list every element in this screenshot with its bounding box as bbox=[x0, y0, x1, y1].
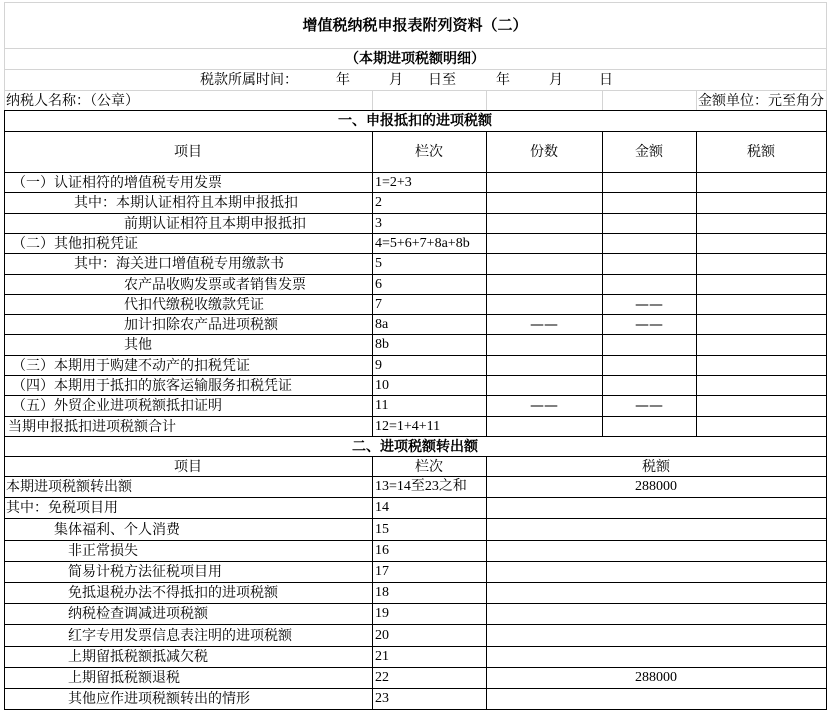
section2-row-line-number: 23 bbox=[375, 691, 389, 706]
section1-row-item: （一）认证相符的增值税专用发票 bbox=[12, 174, 222, 191]
period-day-start-to: 日至 bbox=[428, 72, 456, 88]
section1-row-amount[interactable] bbox=[602, 234, 696, 253]
section1-row-count[interactable] bbox=[486, 254, 602, 274]
section1-row-amount[interactable]: —— bbox=[635, 398, 663, 414]
section1-row-count[interactable] bbox=[486, 295, 602, 314]
section1-row-tax[interactable] bbox=[696, 396, 826, 416]
section1-row-tax[interactable] bbox=[696, 254, 826, 274]
section1-row-amount[interactable] bbox=[602, 376, 696, 395]
section2-title: 二、进项税额转出额 bbox=[352, 438, 478, 455]
section1-row-item: （五）外贸企业进项税额抵扣证明 bbox=[12, 398, 222, 414]
section1-title: 一、申报抵扣的进项税额 bbox=[338, 112, 492, 129]
section2-row-tax[interactable] bbox=[486, 498, 826, 518]
section1-row-tax[interactable] bbox=[696, 214, 826, 233]
section2-row-line-number: 20 bbox=[375, 627, 389, 643]
grid-line bbox=[602, 131, 603, 437]
section1-row-count[interactable] bbox=[486, 275, 602, 294]
section2-row-tax[interactable] bbox=[486, 562, 826, 582]
section1-row-count[interactable] bbox=[486, 214, 602, 233]
section1-row-item: 其他 bbox=[124, 337, 152, 353]
section1-row-tax[interactable] bbox=[696, 173, 826, 192]
section1-row-count[interactable] bbox=[486, 376, 602, 395]
section1-row-item: 前期认证相符且本期申报抵扣 bbox=[124, 215, 306, 232]
section1-row-tax[interactable] bbox=[696, 295, 826, 314]
section2-row-tax[interactable] bbox=[486, 541, 826, 561]
section2-row-tax[interactable] bbox=[486, 689, 826, 709]
section2-header-tax: 税额 bbox=[642, 458, 670, 475]
section2-row-line-number: 15 bbox=[375, 521, 389, 537]
section1-row-count[interactable] bbox=[486, 193, 602, 213]
section2-row-item: 本期进项税额转出额 bbox=[6, 479, 132, 495]
section2-row-item: 上期留抵税额抵减欠税 bbox=[68, 649, 208, 665]
grid-line bbox=[486, 456, 487, 710]
section1-row-line-number: 1=2+3 bbox=[375, 174, 412, 190]
section1-row-item: （二）其他扣税凭证 bbox=[12, 235, 138, 252]
gridline-light bbox=[4, 69, 826, 70]
section1-row-line-number: 12=1+4+11 bbox=[375, 418, 441, 434]
section1-row-item: 加计扣除农产品进项税额 bbox=[124, 316, 278, 333]
grid-line bbox=[4, 436, 5, 710]
section2-row-line-number: 16 bbox=[375, 543, 389, 558]
section2-row-item: 集体福利、个人消费 bbox=[54, 521, 180, 538]
section2-header-item: 项目 bbox=[174, 458, 202, 475]
section1-row-tax[interactable] bbox=[696, 315, 826, 334]
header-tax: 税额 bbox=[747, 144, 775, 160]
section2-row-tax[interactable] bbox=[486, 519, 826, 540]
gridline-light bbox=[826, 2, 827, 110]
section1-row-item: 代扣代缴税收缴款凭证 bbox=[124, 296, 264, 313]
section2-row-tax[interactable] bbox=[486, 625, 826, 646]
grid-line bbox=[372, 456, 373, 710]
section2-header-line-number: 栏次 bbox=[415, 458, 443, 475]
section1-row-line-number: 10 bbox=[375, 377, 389, 393]
gridline-light bbox=[372, 90, 373, 110]
section1-row-count[interactable] bbox=[486, 173, 602, 192]
section2-row-tax[interactable]: 288000 bbox=[635, 670, 677, 685]
section2-row-item: 纳税检查调减进项税额 bbox=[68, 606, 208, 622]
section2-row-tax[interactable]: 288000 bbox=[635, 479, 677, 494]
section1-row-line-number: 6 bbox=[375, 276, 382, 292]
section2-row-line-number: 19 bbox=[375, 606, 389, 621]
grid-line bbox=[826, 436, 827, 710]
section1-row-line-number: 7 bbox=[375, 296, 382, 312]
section1-row-line-number: 2 bbox=[375, 195, 382, 210]
section2-row-line-number: 13=14至23之和 bbox=[375, 479, 467, 494]
grid-line bbox=[4, 131, 5, 437]
section1-row-amount[interactable]: —— bbox=[635, 296, 663, 313]
gridline-light bbox=[602, 90, 603, 110]
amount-unit-label: 金额单位：元至角分 bbox=[698, 92, 824, 109]
gridline-light bbox=[486, 90, 487, 110]
section1-row-count[interactable] bbox=[486, 417, 602, 436]
section1-row-tax[interactable] bbox=[696, 193, 826, 213]
period-label: 税款所属时间： bbox=[200, 72, 298, 88]
section1-row-item: （三）本期用于购建不动产的扣税凭证 bbox=[12, 357, 250, 374]
section1-row-amount[interactable]: —— bbox=[635, 316, 663, 333]
section1-row-tax[interactable] bbox=[696, 417, 826, 436]
period-month-end: 月 bbox=[549, 72, 563, 88]
header-amount: 金额 bbox=[635, 144, 663, 160]
section2-row-tax[interactable] bbox=[486, 604, 826, 624]
section1-row-item: 当期申报抵扣进项税额合计 bbox=[8, 418, 176, 435]
section2-row-item: 简易计税方法征税项目用 bbox=[68, 564, 222, 580]
section1-row-tax[interactable] bbox=[696, 335, 826, 355]
section1-row-amount[interactable] bbox=[602, 254, 696, 274]
section1-row-tax[interactable] bbox=[696, 234, 826, 253]
grid-line bbox=[486, 131, 487, 437]
header-item: 项目 bbox=[174, 144, 202, 160]
section2-row-item: 免抵退税办法不得抵扣的进项税额 bbox=[68, 585, 278, 601]
section2-row-item: 非正常损失 bbox=[68, 543, 138, 559]
section1-row-line-number: 3 bbox=[375, 215, 382, 231]
grid-line bbox=[4, 709, 826, 710]
grid-line bbox=[696, 131, 697, 437]
section2-row-item: 其中：免税项目用 bbox=[6, 500, 118, 516]
section1-row-amount[interactable] bbox=[602, 214, 696, 233]
header-count: 份数 bbox=[530, 144, 558, 160]
section1-row-amount[interactable] bbox=[602, 356, 696, 375]
section1-row-line-number: 8a bbox=[375, 316, 389, 332]
section1-row-amount[interactable] bbox=[602, 173, 696, 192]
section1-row-line-number: 4=5+6+7+8a+8b bbox=[375, 235, 470, 251]
section2-row-item: 其他应作进项税额转出的情形 bbox=[68, 691, 250, 707]
form-subtitle: （本期进项税额明细） bbox=[345, 51, 485, 67]
period-day-end: 日 bbox=[599, 72, 613, 88]
section1-row-item: 其中：本期认证相符且本期申报抵扣 bbox=[74, 195, 298, 211]
period-year-end: 年 bbox=[496, 72, 510, 88]
grid-line bbox=[826, 131, 827, 437]
section2-row-item: 红字专用发票信息表注明的进项税额 bbox=[68, 627, 292, 644]
section1-row-item: 其中：海关进口增值税专用缴款书 bbox=[74, 256, 284, 272]
section1-row-amount[interactable] bbox=[602, 275, 696, 294]
form-title: 增值税纳税申报表附列资料（二） bbox=[302, 16, 528, 34]
taxpayer-name-label: 纳税人名称：（公章） bbox=[6, 92, 139, 109]
section1-row-count[interactable] bbox=[486, 356, 602, 375]
section1-row-line-number: 9 bbox=[375, 357, 382, 373]
period-year-start: 年 bbox=[336, 72, 350, 88]
section1-row-count[interactable]: —— bbox=[530, 398, 558, 414]
section1-row-count[interactable] bbox=[486, 335, 602, 355]
section1-row-count[interactable]: —— bbox=[530, 316, 558, 333]
section1-row-tax[interactable] bbox=[696, 356, 826, 375]
section1-row-amount[interactable] bbox=[602, 193, 696, 213]
section2-row-line-number: 18 bbox=[375, 585, 389, 600]
section2-row-item: 上期留抵税额退税 bbox=[68, 670, 180, 686]
section2-row-tax[interactable] bbox=[486, 583, 826, 603]
section2-row-line-number: 22 bbox=[375, 670, 389, 685]
section1-row-line-number: 11 bbox=[375, 398, 389, 413]
section2-row-line-number: 17 bbox=[375, 564, 389, 579]
section2-row-line-number: 14 bbox=[375, 500, 389, 515]
section1-row-amount[interactable] bbox=[602, 417, 696, 436]
section1-row-count[interactable] bbox=[486, 234, 602, 253]
grid-line bbox=[826, 110, 827, 131]
grid-line bbox=[4, 110, 5, 131]
section2-row-tax[interactable] bbox=[486, 647, 826, 667]
section1-row-tax[interactable] bbox=[696, 275, 826, 294]
section1-row-tax[interactable] bbox=[696, 376, 826, 395]
section1-row-item: （四）本期用于抵扣的旅客运输服务扣税凭证 bbox=[12, 377, 292, 394]
section2-row-line-number: 21 bbox=[375, 649, 389, 664]
section1-row-line-number: 8b bbox=[375, 337, 389, 352]
section1-row-line-number: 5 bbox=[375, 256, 382, 271]
section1-row-item: 农产品收购发票或者销售发票 bbox=[124, 276, 306, 293]
grid-line bbox=[372, 131, 373, 437]
header-line-number: 栏次 bbox=[415, 144, 443, 160]
section1-row-amount[interactable] bbox=[602, 335, 696, 355]
period-month-start: 月 bbox=[389, 72, 403, 88]
